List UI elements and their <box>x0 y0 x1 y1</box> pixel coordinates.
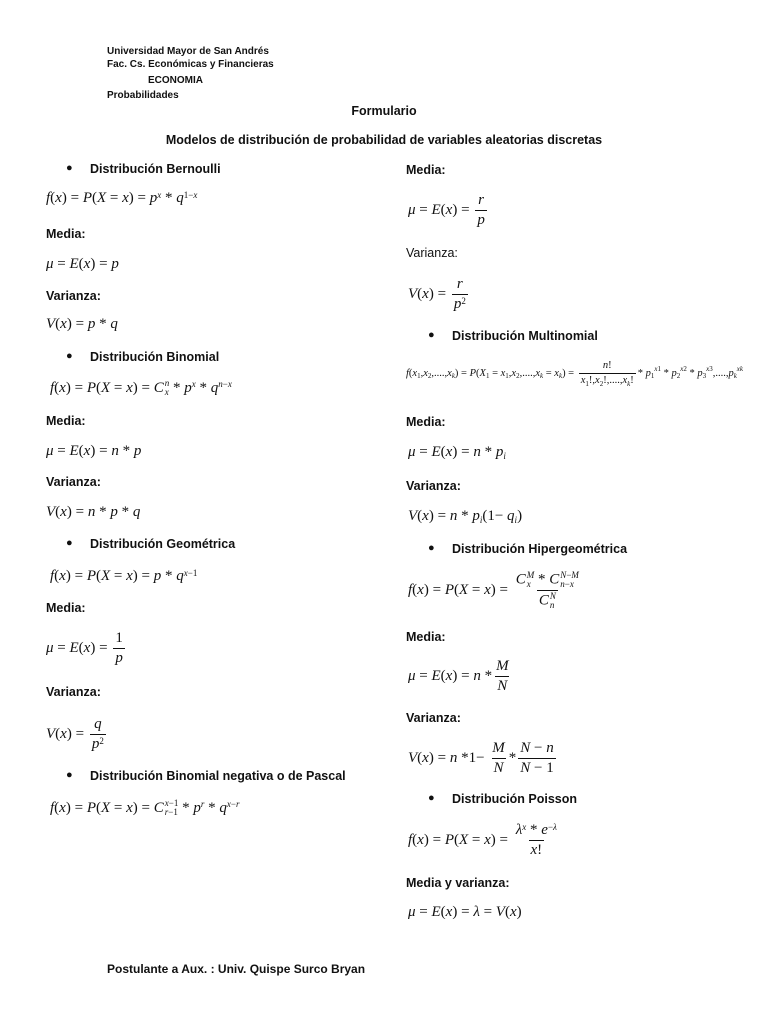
bullet-icon: ● <box>428 542 435 554</box>
section-title: Distribución Binomial <box>90 350 220 364</box>
bullet-icon: ● <box>66 162 73 174</box>
section-title: Distribución Bernoulli <box>90 162 221 176</box>
section-geometrica <box>66 537 236 551</box>
section-title: Distribución Hipergeométrica <box>452 542 628 556</box>
label-media: Media: <box>46 227 86 241</box>
formula-bernoulli-variance: V ( x ) = p * q <box>46 316 118 332</box>
bullet-icon: ● <box>428 329 435 341</box>
section-poisson <box>428 792 578 806</box>
label-media-y-varianza: Media y varianza: <box>406 876 510 890</box>
label-varianza: Varianza: <box>406 711 461 725</box>
formula-multinomial-pmf: f ( x $_1$ , x $_2$ ,...., x $_k$ ) = P ( X $_1$ = x $_1$ , x $_2$ ,...., x $_k$ = x $_k$ ) = $\frac{n!}{x_1!,x_2!,....,x_k!}$ * p $_1$ $^{x 1}$ * p $_2$ $^{x 2}$ * p $_3$ $^{x 3}$ ,...., p $_k$ $^{xk}$ <box>406 360 744 388</box>
formula-geometrica-pmf: f ( x ) = P ( X = x ) = p * q $^{x -1}$ <box>50 567 198 584</box>
footer-author: Postulante a Aux. : Univ. Quispe Surco Bryan <box>107 962 366 976</box>
label-media: Media: <box>406 630 446 644</box>
header-subject: Probabilidades <box>107 90 179 101</box>
formula-binomial-pmf: f ( x ) = P ( X = x ) = C n x * p $^x$ * q $^{n -x}$ <box>50 378 232 397</box>
formula-pascal-variance: V ( x ) = $\frac{r}{p^2}$ <box>408 276 466 312</box>
section-pascal <box>66 769 346 783</box>
label-media: Media: <box>46 601 86 615</box>
label-varianza: Varianza: <box>46 685 101 699</box>
bullet-icon: ● <box>66 537 73 549</box>
header-university: Universidad Mayor de San Andrés <box>107 46 269 57</box>
header-career: ECONOMIA <box>148 75 203 86</box>
formula-binomial-variance: V ( x ) = n * p * q <box>46 504 141 520</box>
label-media: Media: <box>46 414 86 428</box>
formula-pascal-pmf: f ( x ) = P ( X = x ) = C x−1 r−1 * p $^r$ * q $^{x -r}$ <box>50 798 240 817</box>
section-hipergeometrica <box>428 542 628 556</box>
section-multinomial <box>428 329 598 343</box>
formula-binomial-mean: μ = E ( x ) = n * p <box>46 443 142 459</box>
section-title: Distribución Binomial negativa o de Pascal <box>90 769 346 783</box>
formula-geometrica-variance: V ( x ) = $\frac{q}{p^2}$ <box>46 716 104 752</box>
section-binomial <box>66 350 220 364</box>
formula-geometrica-mean: μ = E ( x ) = $\frac{1}{p}$ <box>46 630 123 666</box>
section-title: Distribución Poisson <box>452 792 578 806</box>
label-varianza: Varianza: <box>46 289 101 303</box>
formula-hipergeometrica-mean: μ = E ( x ) = n * $\frac{M}{N}$ <box>408 658 509 694</box>
formula-bernoulli-pmf: f ( x ) = P ( X = x ) = p $^x$ * q $^{1-x}$ <box>46 189 198 206</box>
bullet-icon: ● <box>66 769 73 781</box>
header-faculty: Fac. Cs. Económicas y Financieras <box>107 59 274 70</box>
formula-bernoulli-mean: μ = E ( x ) = p <box>46 256 119 272</box>
formula-pascal-mean: μ = E ( x ) = $\frac{r}{p}$ <box>408 192 485 228</box>
label-media: Media: <box>406 163 446 177</box>
label-media: Media: <box>406 415 446 429</box>
label-varianza: Varianza: <box>406 479 461 493</box>
page-subtitle: Modelos de distribución de probabilidad de variables aleatorias discretas <box>165 133 603 147</box>
formula-multinomial-variance: V ( x ) = n * p $_i$ (1− q $_i$ ) <box>408 508 523 525</box>
formula-hipergeometrica-pmf: f ( x ) = P ( X = x ) = C M x * C N−M n−x C N n <box>408 570 579 610</box>
label-varianza: Varianza: <box>406 246 458 260</box>
formula-poisson-mean-variance: μ = E ( x ) = λ = V ( x ) <box>408 904 522 920</box>
bullet-icon: ● <box>428 792 435 804</box>
section-title: Distribución Geométrica <box>90 537 236 551</box>
section-bernoulli <box>66 162 221 176</box>
bullet-icon: ● <box>66 350 73 362</box>
label-varianza: Varianza: <box>46 475 101 489</box>
section-title: Distribución Multinomial <box>452 329 598 343</box>
formula-multinomial-mean: μ = E ( x ) = n * p $_i$ <box>408 444 506 461</box>
page-title: Formulario <box>351 104 417 118</box>
formula-hipergeometrica-variance: V ( x ) = n *1− $\frac{M}{N}$ * $\frac{N - n}{N - 1}$ <box>408 740 554 776</box>
formula-poisson-pmf: f ( x ) = P ( X = x ) = $\frac{\lambda^x * e^{-\lambda}}{x!}$ <box>408 822 557 858</box>
